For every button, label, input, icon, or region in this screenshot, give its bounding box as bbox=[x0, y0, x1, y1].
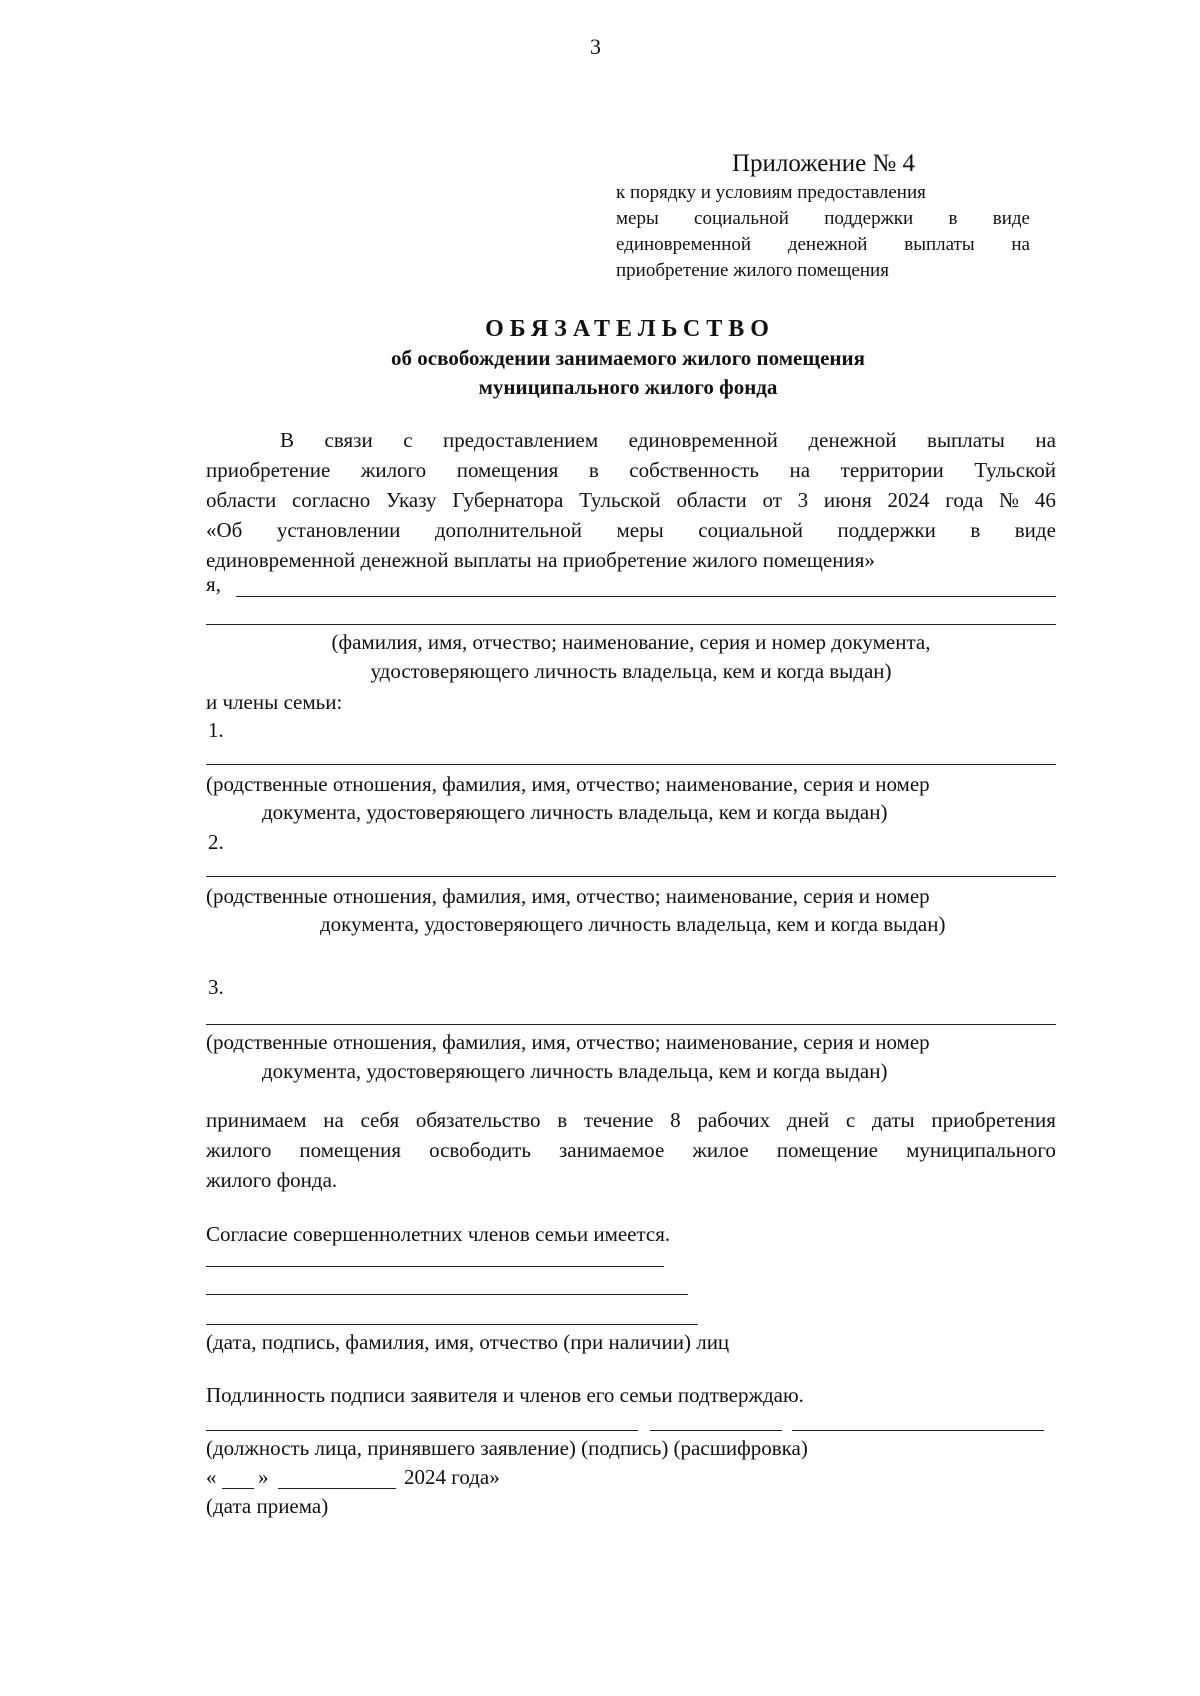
member-number-2: 2. bbox=[208, 830, 224, 854]
officer-signature-line bbox=[650, 1430, 782, 1431]
member-caption-3b: документа, удостоверяющего личность владельца, кем и когда выдан) bbox=[262, 1059, 888, 1083]
document-subtitle-2: муниципального жилого фонда bbox=[478, 375, 778, 399]
intro-line: единовременной денежной выплаты на приобретение жилого помещения» bbox=[206, 548, 875, 572]
date-day-line bbox=[222, 1488, 254, 1489]
signature-line-2 bbox=[206, 1294, 688, 1295]
intro-line: В связи с предоставлением единовременной денежной выплаты на bbox=[280, 428, 1056, 452]
owner-line-1 bbox=[236, 596, 1056, 597]
intro-line: приобретение жилого помещения в собственность на территории Тульской bbox=[206, 458, 1056, 482]
document-subtitle-1: об освобождении занимаемого жилого помещения bbox=[391, 346, 865, 370]
appendix-line: к порядку и условиям предоставления bbox=[616, 182, 926, 203]
ya-label: я, bbox=[206, 572, 221, 596]
appendix-line: меры социальной поддержки в виде bbox=[616, 208, 1030, 229]
officer-caption: (должность лица, принявшего заявление) (подпись) (расшифровка) bbox=[206, 1436, 808, 1460]
family-label: и члены семьи: bbox=[206, 690, 343, 714]
date-close-quote: » bbox=[258, 1465, 269, 1489]
signatures-caption: (дата, подпись, фамилия, имя, отчество (при наличии) лиц bbox=[206, 1330, 730, 1354]
date-caption: (дата приема) bbox=[206, 1494, 329, 1518]
intro-line: области согласно Указу Губернатора Тульской области от 3 июня 2024 года № 46 bbox=[206, 488, 1056, 512]
member-caption-1b: документа, удостоверяющего личность владельца, кем и когда выдан) bbox=[262, 800, 888, 824]
member-line-1 bbox=[206, 764, 1056, 765]
authenticity-text: Подлинность подписи заявителя и членов его семьи подтверждаю. bbox=[206, 1383, 804, 1407]
obligation-paragraph bbox=[206, 1108, 1056, 1198]
date-year: 2024 года» bbox=[404, 1465, 500, 1489]
member-line-3 bbox=[206, 1024, 1056, 1025]
signature-line-1 bbox=[206, 1266, 664, 1267]
appendix-line: приобретение жилого помещения bbox=[616, 260, 889, 281]
owner-caption-1: (фамилия, имя, отчество; наименование, серия и номер документа, bbox=[331, 630, 931, 654]
obligation-line: жилого фонда. bbox=[206, 1168, 338, 1192]
owner-line-2 bbox=[206, 624, 1056, 625]
member-caption-2a: (родственные отношения, фамилия, имя, отчество; наименование, серия и номер bbox=[206, 884, 930, 908]
member-caption-1a: (родственные отношения, фамилия, имя, отчество; наименование, серия и номер bbox=[206, 772, 930, 796]
page-number: 3 bbox=[590, 34, 601, 59]
officer-name-line bbox=[792, 1430, 1044, 1431]
member-caption-2b: документа, удостоверяющего личность владельца, кем и когда выдан) bbox=[320, 912, 946, 936]
intro-line: «Об установлении дополнительной меры социальной поддержки в виде bbox=[206, 518, 1056, 542]
intro-paragraph bbox=[206, 428, 1056, 578]
owner-caption-2: удостоверяющего личность владельца, кем и когда выдан) bbox=[370, 659, 892, 683]
date-open-quote: « bbox=[206, 1465, 217, 1489]
appendix-line: единовременной денежной выплаты на bbox=[616, 234, 1030, 255]
obligation-line: принимаем на себя обязательство в течение 8 рабочих дней с даты приобретения bbox=[206, 1108, 1056, 1132]
obligation-line: жилого помещения освободить занимаемое жилое помещение муниципального bbox=[206, 1138, 1056, 1162]
member-line-2 bbox=[206, 876, 1056, 877]
member-number-1: 1. bbox=[208, 718, 224, 742]
appendix-heading: Приложение № 4 bbox=[732, 150, 916, 177]
member-caption-3a: (родственные отношения, фамилия, имя, отчество; наименование, серия и номер bbox=[206, 1030, 930, 1054]
appendix-block bbox=[616, 182, 1030, 286]
document-title: ОБЯЗАТЕЛЬСТВО bbox=[485, 316, 775, 342]
member-number-3: 3. bbox=[208, 975, 224, 999]
officer-position-line bbox=[206, 1430, 638, 1431]
date-month-line bbox=[278, 1488, 396, 1489]
signature-line-3 bbox=[206, 1324, 698, 1325]
consent-text: Согласие совершеннолетних членов семьи имеется. bbox=[206, 1222, 671, 1246]
